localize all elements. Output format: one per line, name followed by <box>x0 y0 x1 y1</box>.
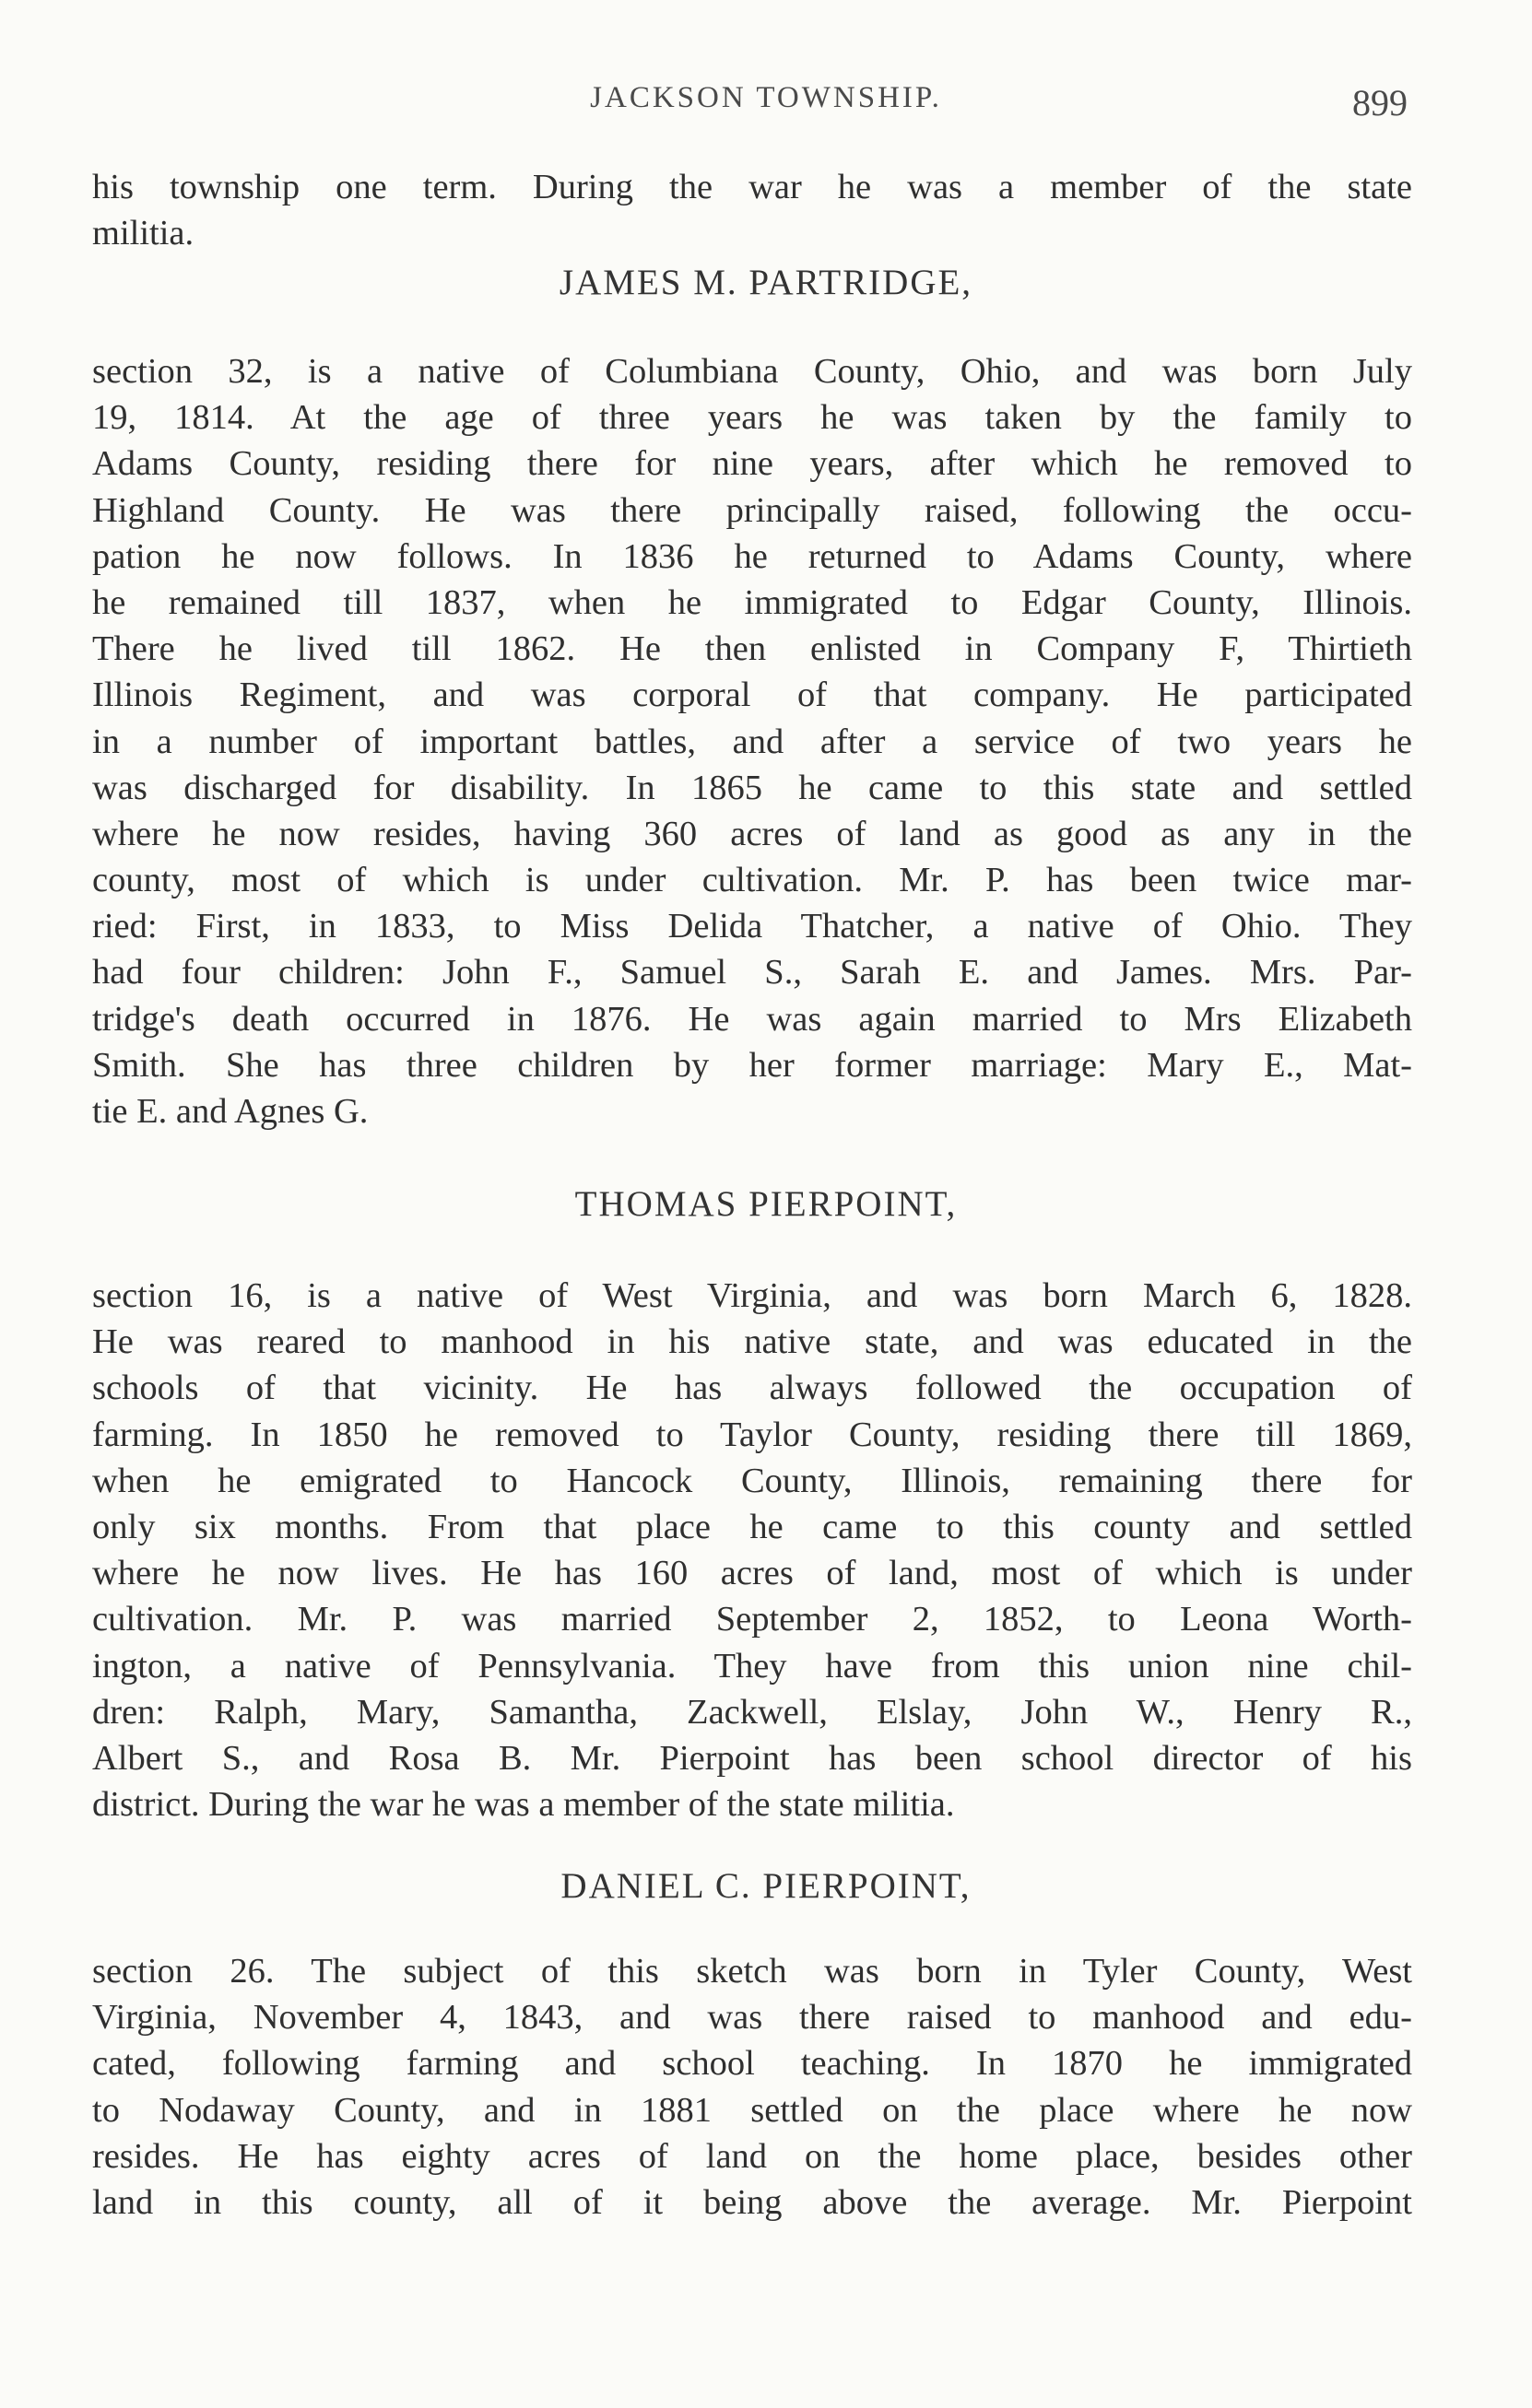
biography-james-partridge <box>92 348 1412 1134</box>
text-line: where he now resides, having 360 acres of land as good as any in the <box>92 814 1412 853</box>
text-line: dren: Ralph, Mary, Samantha, Zackwell, Elslay, John W., Henry R., <box>92 1692 1412 1732</box>
text-line: to Nodaway County, and in 1881 settled on the place where he now <box>92 2090 1412 2130</box>
text-line: 19, 1814. At the age of three years he was taken by the family to <box>92 398 1412 438</box>
text-line: section 32, is a native of Columbiana County, Ohio, and was born July <box>92 352 1412 391</box>
text-line: schools of that vicinity. He has always followed the occupation of <box>92 1368 1412 1408</box>
text-line: in a number of important battles, and after a service of two years he <box>92 722 1412 761</box>
text-line: he remained till 1837, when he immigrated to Edgar County, Illinois. <box>92 582 1412 622</box>
text-line: Illinois Regiment, and was corporal of that company. He participated <box>92 675 1412 715</box>
text-line: ington, a native of Pennsylvania. They have from this union nine chil- <box>92 1646 1412 1686</box>
intro-paragraph <box>92 164 1412 256</box>
running-title: JACKSON TOWNSHIP. <box>590 81 942 114</box>
section-heading-james-partridge: JAMES M. PARTRIDGE, <box>559 263 973 302</box>
text-line: ried: First, in 1833, to Miss Delida Thatcher, a native of Ohio. They <box>92 907 1412 946</box>
text-line: cated, following farming and school teaching. In 1870 he immigrated <box>92 2044 1412 2084</box>
text-line: tie E. and Agnes G. <box>92 1092 369 1131</box>
text-line: cultivation. Mr. P. was married September 2, 1852, to Leona Worth- <box>92 1600 1412 1639</box>
page-number: 899 <box>1352 82 1408 123</box>
text-line: resides. He has eighty acres of land on the home place, besides other <box>92 2136 1412 2176</box>
text-line: had four children: John F., Samuel S., Sarah E. and James. Mrs. Par- <box>92 953 1412 993</box>
text-line: He was reared to manhood in his native state, and was educated in the <box>92 1322 1412 1362</box>
text-line: Albert S., and Rosa B. Mr. Pierpoint has been school director of his <box>92 1738 1412 1778</box>
biography-daniel-pierpoint <box>92 1948 1412 2226</box>
text-line: was discharged for disability. In 1865 he came to this state and settled <box>92 768 1412 807</box>
section-heading-daniel-pierpoint: DANIEL C. PIERPOINT, <box>560 1866 972 1906</box>
running-head <box>0 81 1532 127</box>
text-line: his township one term. During the war he was a member of the state <box>92 168 1412 206</box>
text-line: district. During the war he was a member of the state militia. <box>92 1785 955 1825</box>
text-line: Smith. She has three children by her former marriage: Mary E., Mat- <box>92 1045 1412 1085</box>
text-line: Virginia, November 4, 1843, and was there raised to manhood and edu- <box>92 1998 1412 2038</box>
text-line: only six months. From that place he came to this county and settled <box>92 1507 1412 1546</box>
text-line: Highland County. He was there principally raised, following the occu- <box>92 490 1412 530</box>
text-line: pation he now follows. In 1836 he returned to Adams County, where <box>92 536 1412 576</box>
text-line: when he emigrated to Hancock County, Illinois, remaining there for <box>92 1461 1412 1500</box>
text-line: land in this county, all of it being above the average. Mr. Pierpoint <box>92 2182 1412 2222</box>
section-heading-thomas-pierpoint: THOMAS PIERPOINT, <box>574 1184 958 1224</box>
biography-thomas-pierpoint <box>92 1273 1412 1827</box>
text-line: section 26. The subject of this sketch was born in Tyler County, West <box>92 1952 1412 1991</box>
text-line: militia. <box>92 214 194 253</box>
text-line: section 16, is a native of West Virginia, and was born March 6, 1828. <box>92 1276 1412 1315</box>
text-line: There he lived till 1862. He then enlisted in Company F, Thirtieth <box>92 629 1412 669</box>
text-line: Adams County, residing there for nine years, after which he removed to <box>92 444 1412 484</box>
text-line: farming. In 1850 he removed to Taylor County, residing there till 1869, <box>92 1415 1412 1454</box>
text-line: where he now lives. He has 160 acres of land, most of which is under <box>92 1554 1412 1593</box>
text-line: tridge's death occurred in 1876. He was again married to Mrs Elizabeth <box>92 999 1412 1039</box>
text-line: county, most of which is under cultivation. Mr. P. has been twice mar- <box>92 861 1412 900</box>
